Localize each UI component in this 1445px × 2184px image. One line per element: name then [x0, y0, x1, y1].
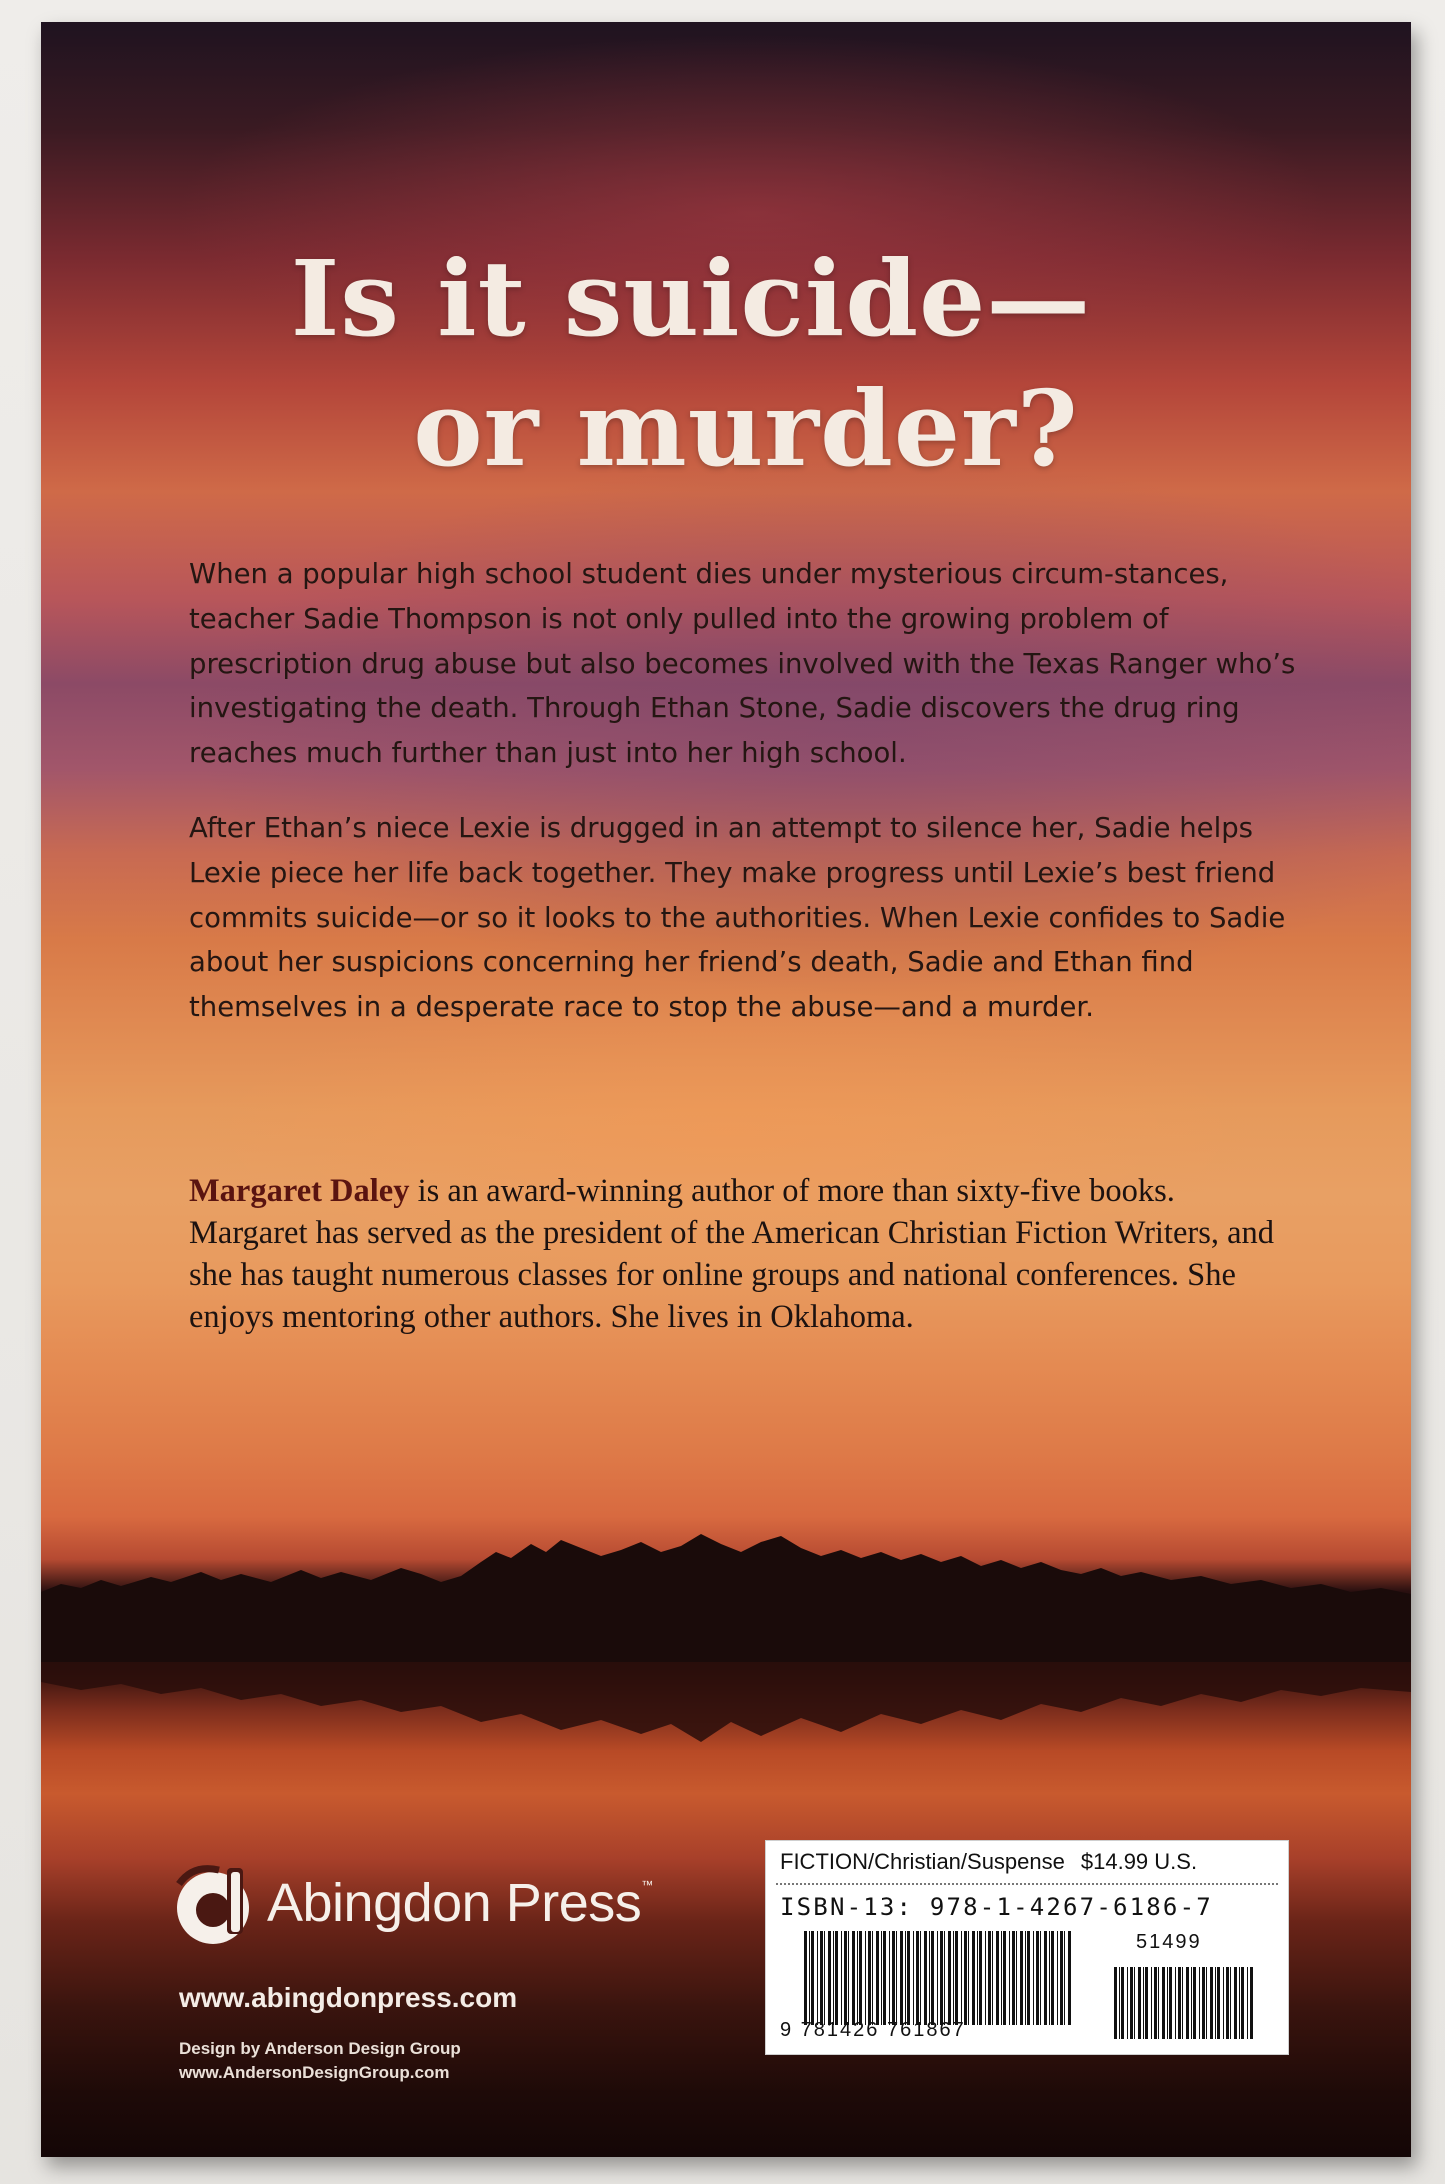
ean-barcode-bar — [804, 1931, 807, 2025]
addon-barcode-bar — [1167, 1967, 1168, 2039]
addon-barcode-bar — [1143, 1967, 1144, 2039]
ean-barcode-bar — [1044, 1931, 1047, 2025]
treeline-silhouette — [41, 1522, 1411, 1662]
addon-barcode-bar — [1241, 1967, 1244, 2039]
ean-barcode-bar — [1057, 1931, 1058, 2025]
price-barcode-box — [765, 1840, 1289, 2055]
addon-barcode-bar — [1121, 1967, 1124, 2039]
ean-barcode-bar — [883, 1931, 886, 2025]
ean-barcode-bar — [1012, 1931, 1015, 2025]
dotted-divider — [776, 1883, 1278, 1885]
ean-barcode-bar — [848, 1931, 849, 2025]
ean-barcode-bar — [916, 1931, 919, 2025]
ean-barcode-bar — [892, 1931, 895, 2025]
ean-barcode-bar — [1051, 1931, 1054, 2025]
category-price-line — [780, 1849, 1197, 1875]
book-back-cover — [41, 22, 1411, 2157]
ean-barcode-bar — [1033, 1931, 1034, 2025]
ean-barcode-bar — [900, 1931, 903, 2025]
addon-barcode-bar — [1217, 1967, 1220, 2039]
addon-barcode-bar — [1230, 1967, 1231, 2039]
addon-barcode-bar — [1215, 1967, 1216, 2039]
ean-barcode-bar — [889, 1931, 890, 2025]
ean-barcode-bar — [948, 1931, 951, 2025]
ean-barcode-bar — [835, 1931, 838, 2025]
design-credit-url: www.AndersonDesignGroup.com — [179, 2063, 450, 2082]
addon-barcode-bar — [1206, 1967, 1207, 2039]
addon-barcode-bar — [1191, 1967, 1192, 2039]
addon-barcode-bar — [1202, 1967, 1205, 2039]
ean-barcode-bar — [868, 1931, 871, 2025]
ean-barcode-bar — [1068, 1931, 1071, 2025]
ean-barcode-bar — [968, 1931, 969, 2025]
ean-barcode-bar — [881, 1931, 882, 2025]
ean-barcode-bar — [872, 1931, 873, 2025]
ean-barcode-bar — [964, 1931, 967, 2025]
ean-barcode-bar — [1040, 1931, 1041, 2025]
publisher-logo-block — [171, 1860, 771, 1950]
blurb-paragraph-1: When a popular high school student dies under mysterious circum-stances, teacher Sadie Thompson is not only pulled into the growing problem of prescription drug abuse but also becomes involved with the Texas Ranger who’s investigating the death. Through Ethan Stone, Sadie discovers the drug ring reaches much further than just into her high school. — [189, 558, 1296, 770]
isbn-number: ISBN-13: 978-1-4267-6186-7 — [780, 1893, 1213, 1921]
ean-barcode-bar — [1036, 1931, 1039, 2025]
headline-line-1: Is it suicide— — [290, 237, 1092, 360]
addon-barcode-bar — [1151, 1967, 1152, 2039]
addon-barcode — [1114, 1967, 1254, 2039]
ean-barcode-bar — [940, 1931, 943, 2025]
ean-barcode-bar — [852, 1931, 855, 2025]
ean-barcode-bar — [979, 1931, 982, 2025]
addon-barcode-bar — [1169, 1967, 1172, 2039]
ean-barcode-bar — [977, 1931, 978, 2025]
addon-barcode-bar — [1226, 1967, 1229, 2039]
addon-barcode-bar — [1134, 1967, 1135, 2039]
ean-barcode-bar — [1027, 1931, 1030, 2025]
ean-barcode-bar — [924, 1931, 927, 2025]
author-bio — [189, 1170, 1299, 1338]
ean-barcode-bar — [896, 1931, 897, 2025]
ean-barcode-bar — [913, 1931, 914, 2025]
abingdon-a-logo-icon — [171, 1860, 261, 1950]
water-reflection — [41, 1662, 1411, 1782]
ean-barcode-bar — [1009, 1931, 1010, 2025]
ean-barcode-bar — [1001, 1931, 1002, 2025]
ean-barcode-bar — [988, 1931, 991, 2025]
addon-barcode-bar — [1182, 1967, 1183, 2039]
ean-barcode-bar — [920, 1931, 921, 2025]
addon-barcode-bar — [1130, 1967, 1133, 2039]
addon-barcode-bar — [1114, 1967, 1117, 2039]
ean-barcode-bar — [937, 1931, 938, 2025]
ean-barcode-bar — [817, 1931, 818, 2025]
addon-barcode-bar — [1250, 1967, 1253, 2039]
ean-barcode-bar — [961, 1931, 962, 2025]
ean-barcode-bar — [1049, 1931, 1050, 2025]
genre-category: FICTION/Christian/Suspense — [780, 1849, 1065, 1874]
ean-barcode-bar — [972, 1931, 975, 2025]
addon-barcode-bar — [1175, 1967, 1176, 2039]
ean-barcode-bar — [907, 1931, 910, 2025]
ean-barcode-bar — [824, 1931, 825, 2025]
blurb-paragraph-2: After Ethan’s niece Lexie is drugged in an attempt to silence her, Sadie helps Lexie piece her life back together. They make progress until Lexie’s best friend commits suicide—or so it looks to the authorities. When Lexie confides to Sadie about her suspicions concerning her friend’s death, Sadie and Ethan find themselves in a desperate race to stop the abuse—and a murder. — [189, 811, 1286, 1024]
ean-barcode-bar — [1025, 1931, 1026, 2025]
ean-barcode-bar — [841, 1931, 842, 2025]
ean-barcode-bar — [811, 1931, 814, 2025]
addon-barcode-bar — [1193, 1967, 1196, 2039]
ean-barcode-bar — [944, 1931, 945, 2025]
design-credit-line: Design by Anderson Design Group — [179, 2039, 461, 2058]
ean-barcode-bar — [905, 1931, 906, 2025]
addon-barcode-bar — [1223, 1967, 1224, 2039]
ean-barcode-bar — [1064, 1931, 1065, 2025]
headline-line-2: or murder? — [413, 367, 1079, 490]
ean-barcode-bar — [992, 1931, 993, 2025]
ean-barcode-bar — [985, 1931, 986, 2025]
addon-barcode-bar — [1127, 1967, 1128, 2039]
ean-barcode-bar — [929, 1931, 930, 2025]
addon-barcode-digits: 51499 — [1136, 1931, 1202, 1953]
author-bio-text: is an award-winning author of more than sixty-five books. Margaret has served as the president of the American Christian Fiction Writers, and she has taught numerous classes for online groups and national conferences. She enjoys mentoring other authors. She lives in Oklahoma. — [189, 1173, 1275, 1335]
publisher-name: Abingdon Press™ — [267, 1873, 653, 1933]
ean-barcode-bar — [876, 1931, 879, 2025]
addon-barcode-bar — [1119, 1967, 1120, 2039]
addon-barcode-bar — [1234, 1967, 1237, 2039]
ean-barcode-bar — [953, 1931, 954, 2025]
ean-barcode-bar — [844, 1931, 847, 2025]
addon-barcode-bar — [1239, 1967, 1240, 2039]
ean-barcode-bar — [931, 1931, 934, 2025]
ean-barcode-bar — [865, 1931, 866, 2025]
barcode-digits: 9 781426 761867 — [780, 2019, 966, 2041]
ean-barcode-bar — [859, 1931, 862, 2025]
addon-barcode-bar — [1138, 1967, 1141, 2039]
ean-barcode-bar — [1003, 1931, 1006, 2025]
ean-barcode-bar — [955, 1931, 958, 2025]
ean-barcode-bar — [833, 1931, 834, 2025]
author-name: Margaret Daley — [189, 1173, 410, 1209]
ean-barcode — [804, 1931, 1074, 2025]
addon-barcode-bar — [1178, 1967, 1181, 2039]
trademark-symbol: ™ — [641, 1878, 653, 1892]
design-credit — [179, 2037, 461, 2085]
ean-barcode-bar — [828, 1931, 831, 2025]
addon-barcode-bar — [1154, 1967, 1157, 2039]
addon-barcode-bar — [1247, 1967, 1248, 2039]
ean-barcode-bar — [820, 1931, 823, 2025]
ean-barcode-bar — [857, 1931, 858, 2025]
addon-barcode-bar — [1210, 1967, 1213, 2039]
addon-barcode-bar — [1186, 1967, 1189, 2039]
addon-barcode-bar — [1199, 1967, 1200, 2039]
ean-barcode-bar — [809, 1931, 810, 2025]
book-blurb — [189, 552, 1299, 1060]
headline — [41, 234, 1411, 494]
ean-barcode-bar — [996, 1931, 999, 2025]
publisher-url: www.abingdonpress.com — [179, 1982, 518, 2013]
ean-barcode-bar — [1016, 1931, 1017, 2025]
price-label: $14.99 U.S. — [1080, 1849, 1198, 1874]
ean-barcode-bar — [1060, 1931, 1063, 2025]
addon-barcode-bar — [1162, 1967, 1165, 2039]
ean-barcode-bar — [1020, 1931, 1023, 2025]
addon-barcode-bar — [1158, 1967, 1159, 2039]
addon-barcode-bar — [1145, 1967, 1148, 2039]
